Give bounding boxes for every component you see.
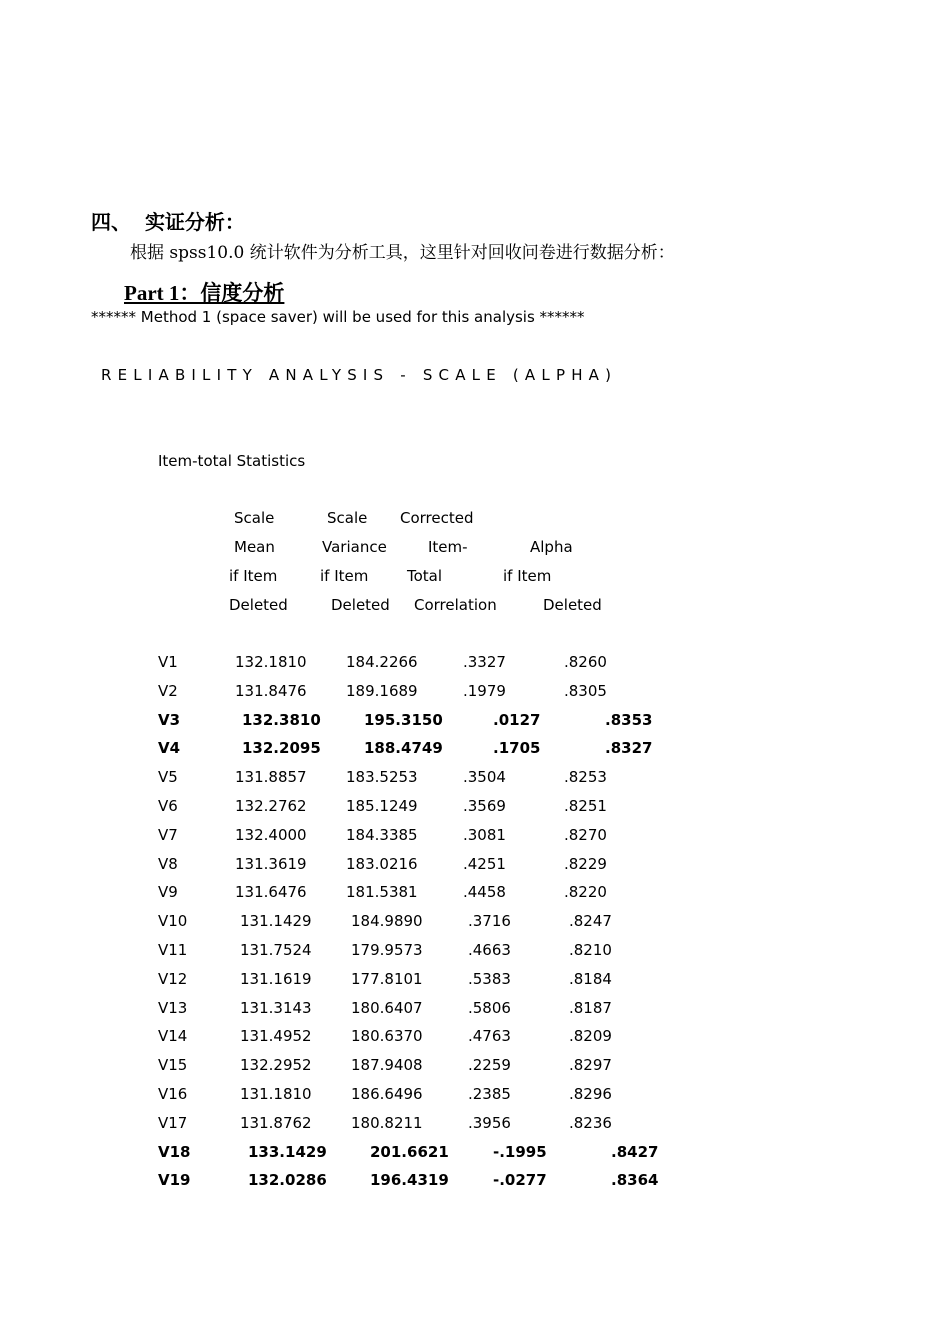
row-mean: 132.2952 bbox=[240, 1056, 312, 1075]
row-mean: 132.1810 bbox=[235, 653, 307, 671]
row-correlation: -.0277 bbox=[493, 1171, 547, 1190]
row-correlation: .1979 bbox=[463, 681, 506, 700]
row-alpha: .8247 bbox=[569, 912, 612, 931]
row-mean: 131.8857 bbox=[235, 768, 307, 787]
header-col4-line3: if Item bbox=[503, 567, 552, 585]
row-variance: 177.8101 bbox=[351, 969, 423, 988]
header-col2-line3: if Item bbox=[320, 567, 369, 585]
row-correlation: .4763 bbox=[468, 1027, 511, 1046]
row-item: V13 bbox=[158, 998, 188, 1017]
row-mean: 132.2095 bbox=[242, 739, 321, 758]
row-variance: 180.8211 bbox=[351, 1113, 423, 1132]
row-variance: 179.9573 bbox=[351, 941, 423, 959]
row-item: V8 bbox=[158, 854, 178, 873]
header-col2-line1: Scale bbox=[327, 509, 368, 527]
row-alpha: .8297 bbox=[569, 1056, 612, 1075]
row-alpha: .8184 bbox=[569, 969, 612, 988]
intro-paragraph: 根据 spss10.0 统计软件为分析工具，这里针对回收问卷进行数据分析： bbox=[130, 243, 675, 263]
row-mean: 132.4000 bbox=[235, 825, 307, 844]
row-alpha: .8251 bbox=[564, 797, 607, 815]
row-item: V12 bbox=[158, 969, 188, 988]
row-alpha: .8260 bbox=[564, 653, 607, 671]
header-col3-line1: Corrected bbox=[400, 509, 474, 527]
row-alpha: .8209 bbox=[569, 1027, 612, 1046]
row-item: V4 bbox=[158, 739, 181, 758]
row-correlation: .3327 bbox=[463, 653, 506, 671]
row-mean: 131.8762 bbox=[240, 1113, 312, 1132]
row-variance: 183.5253 bbox=[346, 768, 418, 787]
row-variance: 185.1249 bbox=[346, 797, 418, 815]
row-correlation: .3081 bbox=[463, 825, 506, 844]
row-variance: 188.4749 bbox=[364, 739, 443, 758]
row-variance: 201.6621 bbox=[370, 1142, 449, 1161]
row-correlation: .3504 bbox=[463, 768, 506, 787]
row-correlation: .5383 bbox=[468, 969, 511, 988]
header-col1-line2: Mean bbox=[234, 538, 275, 556]
row-variance: 187.9408 bbox=[351, 1056, 423, 1075]
row-mean: 132.2762 bbox=[235, 797, 307, 815]
row-item: V10 bbox=[158, 912, 188, 931]
row-correlation: .3956 bbox=[468, 1113, 511, 1132]
row-correlation: .5806 bbox=[468, 998, 511, 1017]
row-correlation: -.1995 bbox=[493, 1142, 547, 1161]
row-mean: 131.8476 bbox=[235, 681, 307, 700]
row-variance: 184.3385 bbox=[346, 825, 418, 844]
row-mean: 132.3810 bbox=[242, 710, 321, 729]
row-mean: 131.4952 bbox=[240, 1027, 312, 1046]
row-item: V9 bbox=[158, 883, 178, 902]
row-item: V5 bbox=[158, 768, 178, 787]
row-alpha: .8210 bbox=[569, 941, 612, 959]
row-item: V2 bbox=[158, 681, 178, 700]
row-item: V1 bbox=[158, 653, 178, 671]
header-col3-line2: Item- bbox=[428, 538, 468, 556]
row-variance: 189.1689 bbox=[346, 681, 418, 700]
row-item: V14 bbox=[158, 1027, 188, 1046]
row-alpha: .8229 bbox=[564, 854, 607, 873]
table-title: Item-total Statistics bbox=[158, 452, 306, 470]
row-correlation: .4663 bbox=[468, 941, 511, 959]
row-alpha: .8427 bbox=[611, 1142, 659, 1161]
method-note: ****** Method 1 (space saver) will be used for this analysis ****** bbox=[91, 308, 585, 326]
row-alpha: .8305 bbox=[564, 681, 607, 700]
row-correlation: .2385 bbox=[468, 1085, 511, 1103]
row-correlation: .2259 bbox=[468, 1056, 511, 1075]
header-col1-line3: if Item bbox=[229, 567, 278, 585]
row-item: V11 bbox=[158, 941, 188, 959]
row-variance: 184.9890 bbox=[351, 912, 423, 931]
part-title: Part 1：信度分析 bbox=[124, 281, 285, 305]
row-variance: 186.6496 bbox=[351, 1085, 423, 1103]
row-mean: 131.3619 bbox=[235, 854, 307, 873]
row-variance: 181.5381 bbox=[346, 883, 418, 902]
row-correlation: .0127 bbox=[493, 710, 541, 729]
header-col1-line1: Scale bbox=[234, 509, 275, 527]
row-mean: 131.7524 bbox=[240, 941, 312, 959]
header-col1-line4: Deleted bbox=[229, 596, 288, 614]
row-mean: 131.6476 bbox=[235, 883, 307, 902]
row-item: V15 bbox=[158, 1056, 188, 1075]
header-col3-line3: Total bbox=[407, 567, 443, 585]
row-alpha: .8236 bbox=[569, 1113, 612, 1132]
row-variance: 196.4319 bbox=[370, 1171, 449, 1190]
header-col4-line2: Alpha bbox=[530, 538, 573, 556]
row-correlation: .1705 bbox=[493, 739, 541, 758]
row-item: V16 bbox=[158, 1085, 188, 1103]
row-item: V17 bbox=[158, 1113, 188, 1132]
row-correlation: .3569 bbox=[463, 797, 506, 815]
section-title: 实证分析： bbox=[144, 210, 245, 234]
row-mean: 133.1429 bbox=[248, 1142, 327, 1161]
header-col4-line4: Deleted bbox=[543, 596, 602, 614]
section-heading bbox=[91, 206, 245, 235]
row-variance: 184.2266 bbox=[346, 653, 418, 671]
row-alpha: .8327 bbox=[605, 739, 653, 758]
header-col3-line4: Correlation bbox=[414, 596, 497, 614]
row-correlation: .4251 bbox=[463, 854, 506, 873]
row-mean: 131.1810 bbox=[240, 1085, 312, 1103]
row-alpha: .8270 bbox=[564, 825, 607, 844]
row-item: V6 bbox=[158, 797, 178, 815]
row-alpha: .8353 bbox=[605, 710, 653, 729]
row-correlation: .3716 bbox=[468, 912, 511, 931]
row-variance: 183.0216 bbox=[346, 854, 418, 873]
row-alpha: .8187 bbox=[569, 998, 612, 1017]
row-mean: 131.3143 bbox=[240, 998, 312, 1017]
row-mean: 132.0286 bbox=[248, 1171, 327, 1190]
row-variance: 180.6370 bbox=[351, 1027, 423, 1046]
row-variance: 195.3150 bbox=[364, 710, 443, 729]
row-alpha: .8220 bbox=[564, 883, 607, 902]
row-alpha: .8364 bbox=[611, 1171, 659, 1190]
header-col2-line4: Deleted bbox=[331, 596, 390, 614]
row-correlation: .4458 bbox=[463, 883, 506, 902]
analysis-title: RELIABILITY ANALYSIS - SCALE (ALPHA) bbox=[101, 366, 618, 384]
header-col2-line2: Variance bbox=[322, 538, 387, 556]
row-item: V18 bbox=[158, 1142, 191, 1161]
row-item: V7 bbox=[158, 825, 178, 844]
row-alpha: .8296 bbox=[569, 1085, 612, 1103]
section-number: 四、 bbox=[91, 210, 131, 234]
row-item: V19 bbox=[158, 1171, 191, 1190]
row-mean: 131.1429 bbox=[240, 912, 312, 931]
row-variance: 180.6407 bbox=[351, 998, 423, 1017]
row-mean: 131.1619 bbox=[240, 969, 312, 988]
row-alpha: .8253 bbox=[564, 768, 607, 787]
row-item: V3 bbox=[158, 710, 181, 729]
